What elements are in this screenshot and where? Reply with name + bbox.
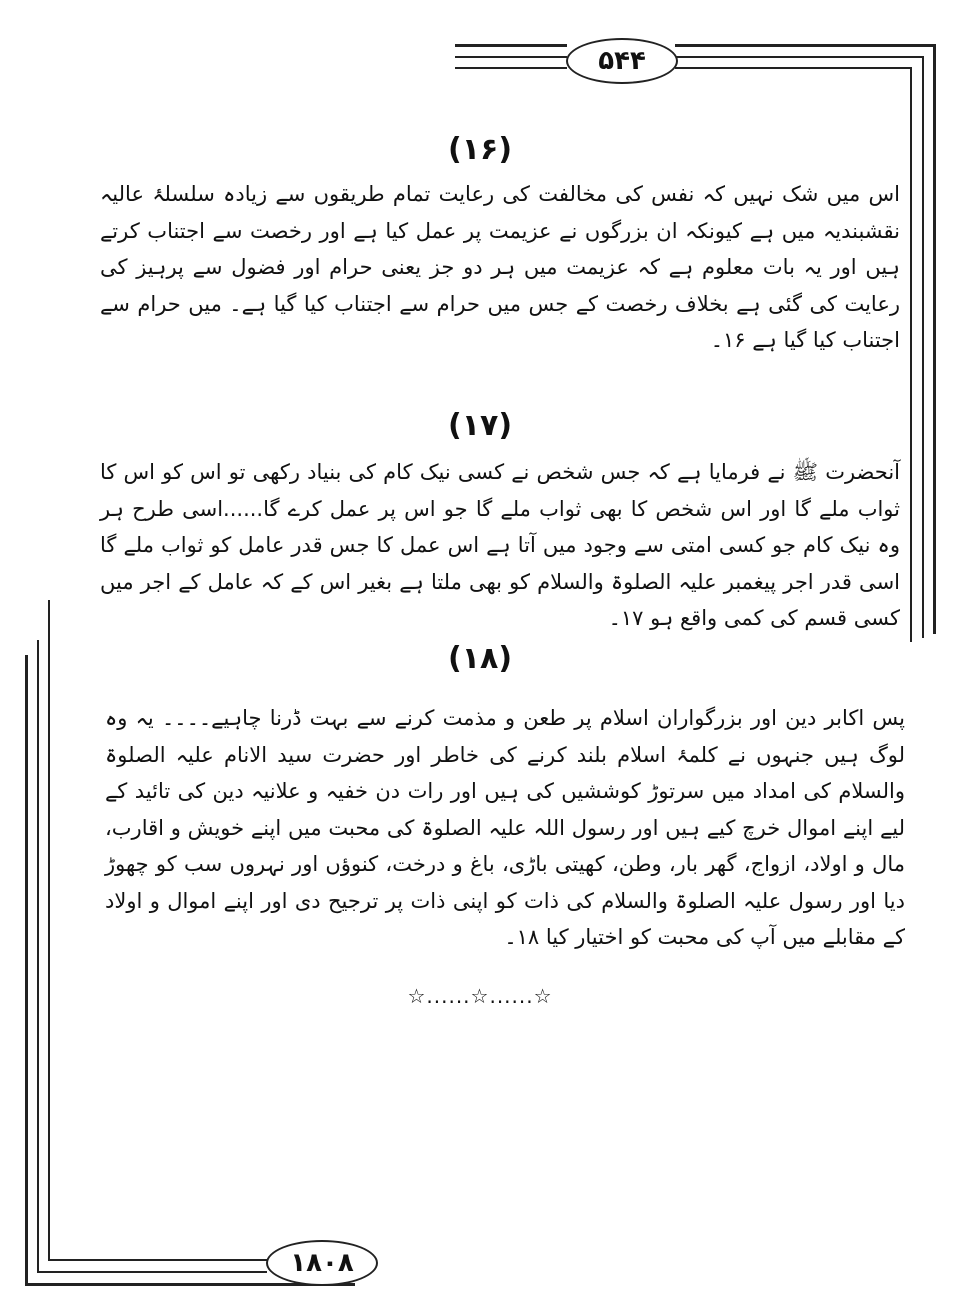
frame-left-outer	[25, 655, 28, 1285]
frame-top-left-outer	[455, 44, 567, 47]
section-paragraph-18: پس اکابر دین اور بزرگواران اسلام پر طعن و مذمت کرنے سے بہت ڈرنا چاہیے۔۔۔۔ یہ وہ لوگ ہیں جنہوں نے کلمۂ اسلام بلند کرنے کی خاطر اور حضرت سید الانام علیہ الصلوۃ والسلام کی امداد میں سرتوڑ کوششیں کی ہیں اور رات دن خفیہ و علانیہ دین کی تائید کے لیے اپنے اموال خرچ کیے ہیں اور رسول اللہ علیہ الصلوۃ کی محبت میں اپنے خویش و اقارب، مال و اولاد، ازواج، گھر بار، وطن، کھیتی باڑی، باغ و درخت، کنوؤں اور نہروں سب کو چھوڑ دیا اور رسول علیہ الصلوۃ والسلام کی ذات کو اپنی ذات پر ترجیح دی اور اپنے اموال و اولاد کے مقابلے میں آپ کی محبت کو اختیار کیا ۱۸۔	[105, 706, 905, 949]
frame-left-inner	[48, 600, 50, 1260]
section-text-16	[100, 176, 900, 359]
frame-bottom-mid	[37, 1271, 267, 1273]
frame-top-left-inner	[455, 67, 567, 69]
section-heading-17: (۱۷)	[447, 408, 513, 443]
section-heading-16: (۱۶)	[447, 132, 513, 167]
page-number-bottom	[266, 1240, 378, 1286]
section-paragraph-16: اس میں شک نہیں کہ نفس کی مخالفت کی رعایت تمام طریقوں سے زیادہ سلسلۂ عالیہ نقشبندیہ میں ہے کیونکہ ان بزرگوں نے عزیمت پر عمل کیا ہے اور رخصت سے اجتناب کرتے ہیں اور یہ بات معلوم ہے کہ عزیمت میں ہر دو جز یعنی حرام اور فضول سے پرہیز کی رعایت کی گئی ہے بخلاف رخصت کے جس میں حرام سے اجتناب کیا گیا ہے۔ میں حرام سے اجتناب کیا گیا ہے ۱۶۔	[100, 182, 900, 352]
section-text-17	[100, 454, 900, 637]
page-number-bottom-text: ۱۸۰۸	[290, 1248, 354, 1278]
frame-top-mid	[675, 56, 923, 58]
frame-top-inner	[675, 67, 911, 69]
section-text-18	[105, 700, 905, 956]
page-number-top	[566, 38, 678, 84]
frame-left-mid	[37, 640, 39, 1272]
section-heading-18: (۱۸)	[447, 641, 513, 676]
frame-top-left-mid	[455, 56, 567, 58]
frame-top-outer	[675, 44, 935, 47]
frame-bottom-inner	[48, 1259, 268, 1261]
star-separator: ☆......☆......☆	[407, 984, 553, 1008]
section-paragraph-17: آنحضرت ﷺ نے فرمایا ہے کہ جس شخص نے کسی نیک کام کی بنیاد رکھی تو اس کو اس کا ثواب ملے گا اور اس شخص کا بھی ثواب ملے گا جو اس پر عمل کرے گا......اسی طرح ہر وہ نیک کام جو کسی امتی سے وجود میں آتا ہے اس عمل کا جس قدر عامل کو ثواب ملے گا اسی قدر اجر پیغمبر علیہ الصلوۃ والسلام کو بھی ملتا ہے بغیر اس کے کہ عامل کے اجر میں کسی قسم کی کمی واقع ہو ۱۷۔	[100, 460, 900, 630]
page-number-top-text: ۵۴۴	[598, 46, 646, 76]
